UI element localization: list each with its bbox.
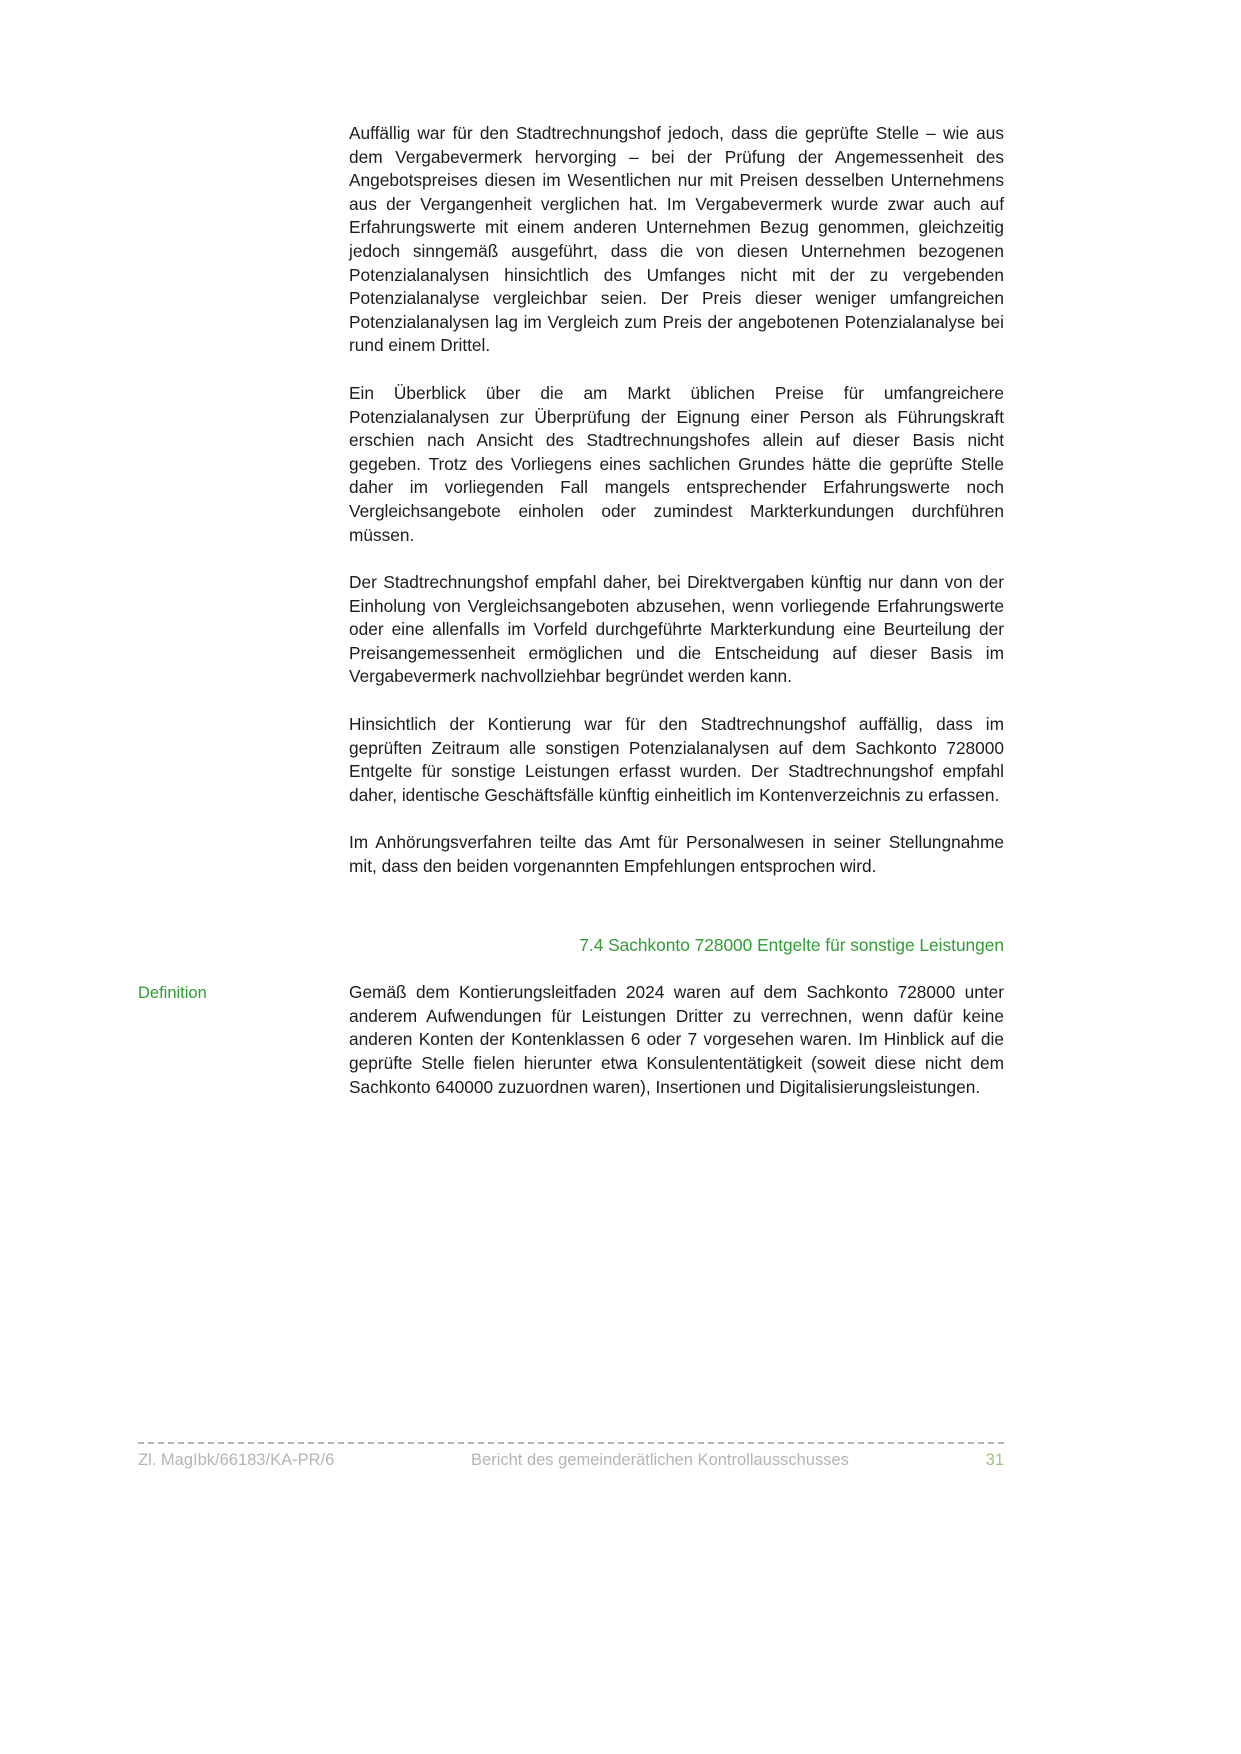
footer-reference: Zl. MagIbk/66183/KA-PR/6 [138, 1451, 335, 1469]
footer-title: Bericht des gemeinderätlichen Kontrollausschusses [471, 1451, 849, 1469]
body-paragraph: Im Anhörungsverfahren teilte das Amt für Personalwesen in seiner Stellungnahme mit, dass den beiden vorgenannten Empfehlungen entsprochen wird. [349, 832, 1004, 877]
body-paragraph: Gemäß dem Kontierungsleitfaden 2024 waren auf dem Sachkonto 728000 unter anderem Aufwendungen für Leistungen Dritter zu verrechnen, wenn dafür keine anderen Konten der Kontenklassen 6 oder 7 vorgesehen waren. Im Hinblick auf die geprüfte Stelle fielen hierunter etwa Konsulententätigkeit (soweit diese nicht dem Sachkonto 640000 zuzuordnen waren), Insertionen und Digitalisierungsleistungen. [349, 982, 1004, 1097]
page-footer [138, 1442, 1004, 1470]
definition-block [138, 981, 1004, 1099]
margin-label-definition: Definition [138, 984, 207, 1003]
main-text-column [138, 122, 1004, 1123]
body-paragraph: Auffällig war für den Stadtrechnungshof jedoch, dass die geprüfte Stelle – wie aus dem Vergabevermerk hervorging – bei der Prüfung der Angemessenheit des Angebotspreises diesen im Wesentlichen nur mit Preisen desselben Unternehmens aus der Vergangenheit verglichen hat. Im Vergabevermerk wurde zwar auch auf Erfahrungswerte mit einem anderen Unternehmen Bezug genommen, gleichzeitig jedoch sinngemäß ausgeführt, dass die von diesen Unternehmen bezogenen Potenzialanalysen hinsichtlich des Umfanges nicht mit der zu vergebenden Potenzialanalyse vergleichbar seien. Der Preis dieser weniger umfangreichen Potenzialanalysen lag im Vergleich zum Preis der angebotenen Potenzialanalyse bei rund einem Drittel. [349, 123, 1004, 356]
section-heading: 7.4 Sachkonto 728000 Entgelte für sonstige Leistungen [579, 934, 1004, 955]
footer-page-number: 31 [985, 1451, 1004, 1469]
body-paragraph: Der Stadtrechnungshof empfahl daher, bei Direktvergaben künftig nur dann von der Einholung von Vergleichsangeboten abzusehen, wenn vorliegende Erfahrungswerte oder eine allenfalls im Vorfeld durchgeführte Markterkundung eine Beurteilung der Preisangemessenheit ermöglichen und die Entscheidung auf dieser Basis im Vergabevermerk nachvollziehbar begründet werden kann. [349, 572, 1004, 687]
body-paragraph: Hinsichtlich der Kontierung war für den Stadtrechnungshof auffällig, dass im geprüften Zeitraum alle sonstigen Potenzialanalysen auf dem Sachkonto 728000 Entgelte für sonstige Leistungen erfasst wurden. Der Stadtrechnungshof empfahl daher, identische Geschäftsfälle künftig einheitlich im Kontenverzeichnis zu erfassen. [349, 714, 1004, 805]
body-paragraph: Ein Überblick über die am Markt üblichen Preise für umfangreichere Potenzialanalysen zur Überprüfung der Eignung einer Person als Führungskraft erschien nach Ansicht des Stadtrechnungshofes allein auf dieser Basis nicht gegeben. Trotz des Vorliegens eines sachlichen Grundes hätte die geprüfte Stelle daher im vorliegenden Fall mangels entsprechender Erfahrungswerte noch Vergleichsangebote einholen oder zumindest Markterkundungen durchführen müssen. [349, 382, 1004, 545]
